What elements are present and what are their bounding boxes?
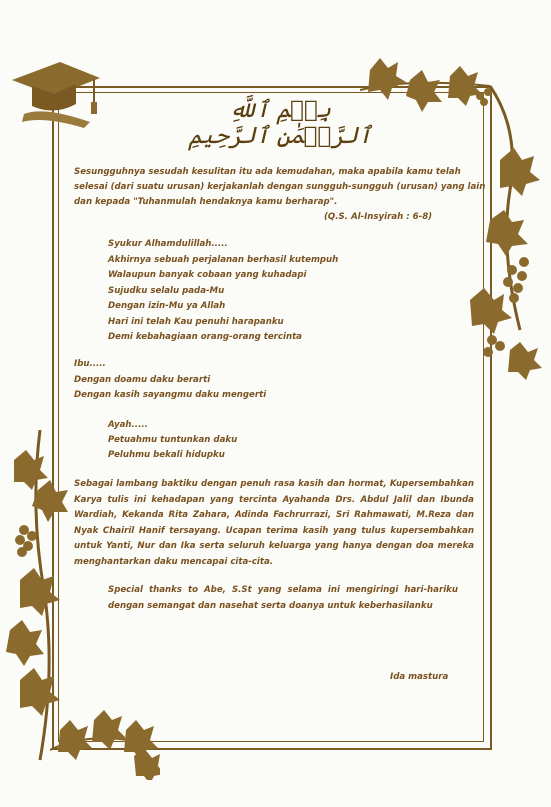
quran-quote-line-3: dan kepada "Tuhanmulah hendaknya kamu berharap". — [74, 197, 338, 207]
quran-quote-line-2: selesai (dari suatu urusan) kerjakanlah dengan sungguh-sungguh (urusan) yang lain — [74, 182, 486, 192]
ibu-line: Ibu..... — [74, 359, 106, 369]
ayah-line: Ayah..... — [108, 420, 148, 430]
basmala-calligraphy: بِسۡمِ ٱللَّهِ ٱلرَّحۡمَٰنِ ٱلرَّحِيمِ — [188, 97, 372, 149]
thanks-paragraph: Special thanks to Abe, S.St yang selama ini mengiringi hari-hariku dengan semangat dan nasehat serta doanya untuk keberhasilanku — [108, 585, 458, 611]
grape-vine-bottom — [50, 700, 160, 780]
poem-line: Akhirnya sebuah perjalanan berhasil kutempuh — [108, 255, 339, 265]
quran-reference: (Q.S. Al-Insyirah : 6-8) — [324, 212, 433, 222]
ibu-line: Dengan doamu daku berarti — [74, 375, 211, 385]
poem-line: Syukur Alhamdulillah..... — [108, 239, 228, 249]
ayah-line: Peluhmu bekali hidupku — [108, 450, 225, 460]
dedication-paragraph: Sebagai lambang baktiku dengan penuh rasa kasih dan hormat, Kupersembahkan Karya tulis ini kehadapan yang tercinta Ayahanda Drs. Abdul Jalil dan Ibunda Wardiah, Kekanda Rita Zahara, Adinda Fachrurrazi, Sri Rahmawati, M.Reza dan Nyak Chairil Hanif tersayang. Ucapan terima kasih yang tulus kupersembahkan untuk Yanti, Nur dan Ika serta seluruh keluarga yang hanya dengan doa mereka menghantarkan daku mencapai cita-cita. — [74, 479, 474, 567]
ayah-line: Petuahmu tuntunkan daku — [108, 435, 238, 445]
poem-line: Sujudku selalu pada-Mu — [108, 286, 225, 296]
ibu-line: Dengan kasih sayangmu daku mengerti — [74, 390, 267, 400]
author-signature: Ida mastura — [390, 672, 449, 682]
quran-quote-line-1: Sesungguhnya sesudah kesulitan itu ada kemudahan, maka apabila kamu telah — [74, 167, 461, 177]
poem-line: Walaupun banyak cobaan yang kuhadapi — [108, 270, 307, 280]
graduation-cap-icon — [4, 58, 104, 133]
poem-line: Hari ini telah Kau penuhi harapanku — [108, 317, 284, 327]
poem-line: Dengan izin-Mu ya Allah — [108, 301, 226, 311]
poem-line: Demi kebahagiaan orang-orang tercinta — [108, 332, 302, 342]
